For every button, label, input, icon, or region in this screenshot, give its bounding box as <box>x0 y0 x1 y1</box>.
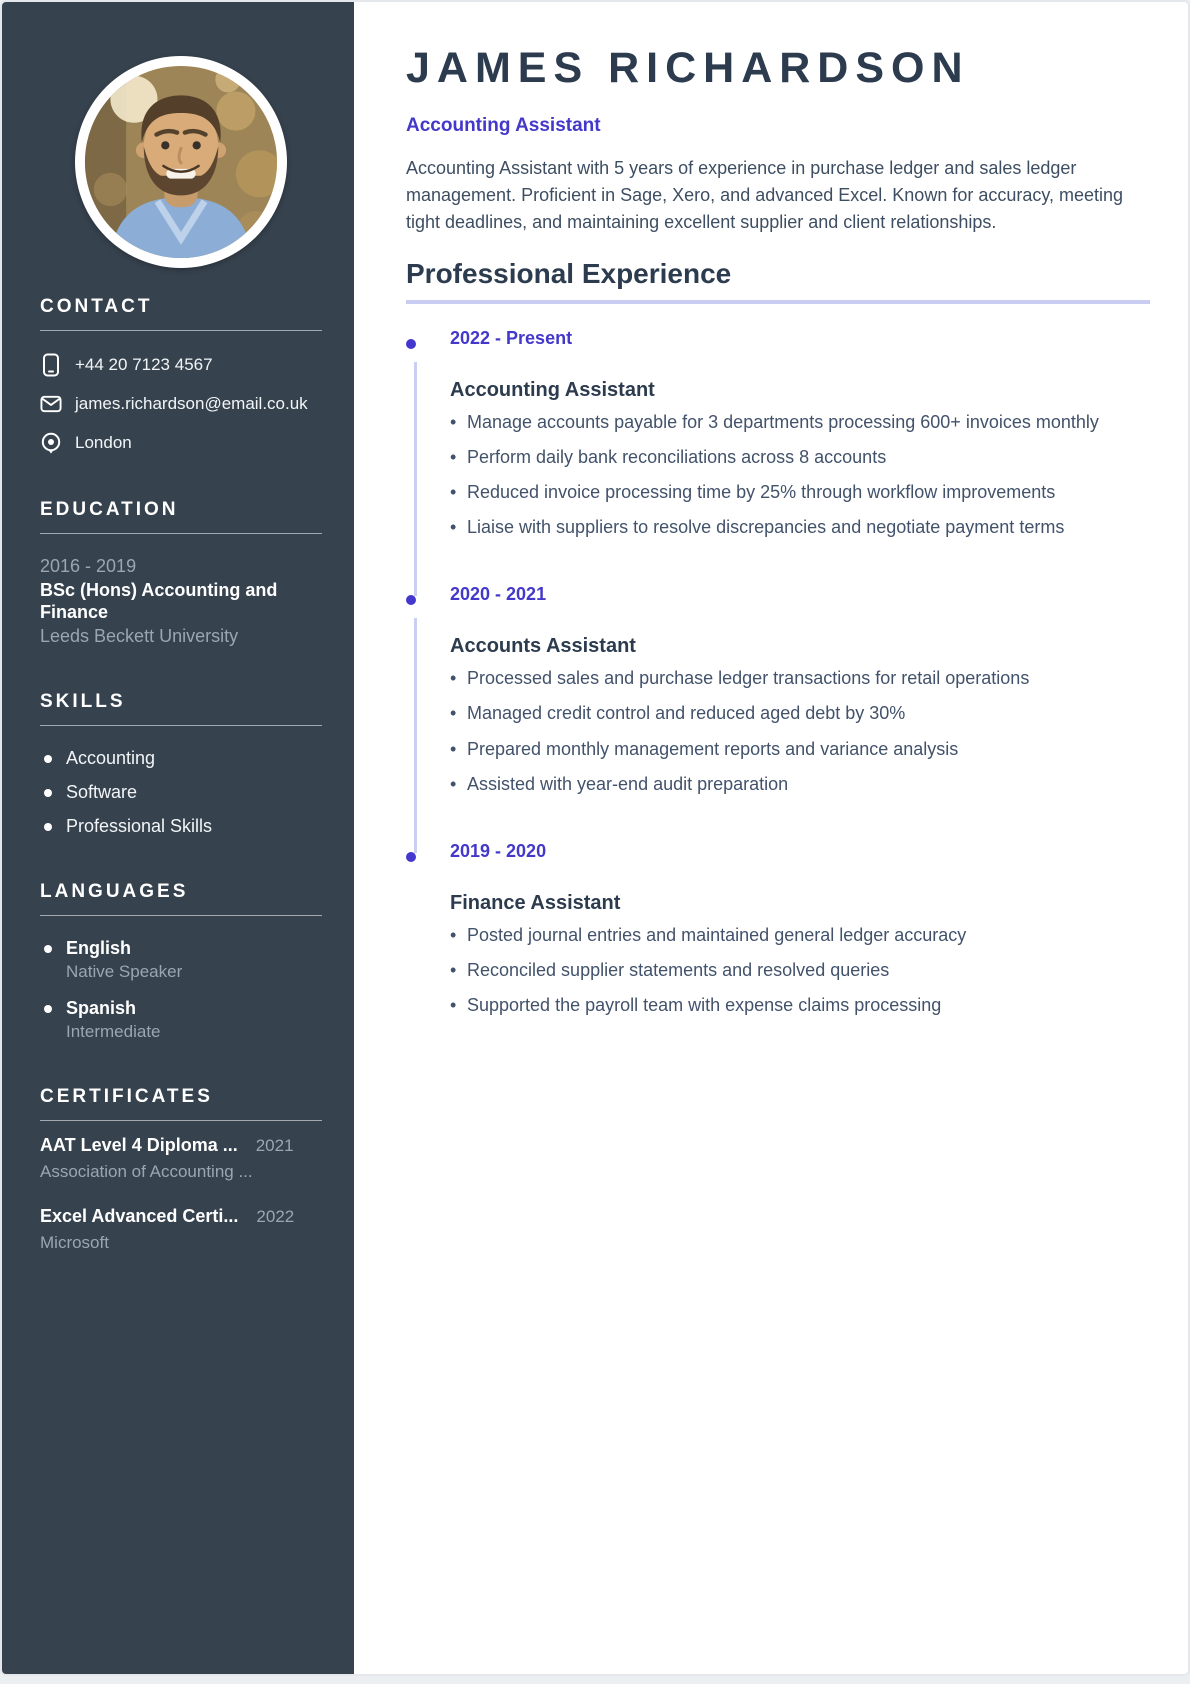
experience-bullet: • Liaise with suppliers to resolve discrepancies and negotiate payment terms <box>450 514 1150 540</box>
certificate-item <box>40 1135 322 1182</box>
languages-title: LANGUAGES <box>40 881 189 903</box>
profile-photo-image <box>83 64 279 260</box>
contact-email-text: james.richardson@email.co.uk <box>75 394 308 413</box>
contact-list <box>40 353 322 455</box>
experience-timeline <box>406 328 1150 1018</box>
experience-date: 2022 - Present <box>450 328 573 348</box>
languages-section <box>40 881 322 1042</box>
experience-bullet: • Managed credit control and reduced aged debt by 30% <box>450 700 1150 726</box>
timeline-marker-icon <box>406 852 416 862</box>
language-level: Native Speaker <box>66 962 183 982</box>
person-name: JAMES RICHARDSON <box>406 44 970 92</box>
skill-item: Software <box>40 782 322 803</box>
experience-bullet: • Prepared monthly management reports and variance analysis <box>450 736 1150 762</box>
experience-bullet: • Assisted with year-end audit preparation <box>450 771 1150 797</box>
experience-bullet-list <box>450 665 1150 796</box>
timeline-marker-icon <box>406 339 416 349</box>
language-name: English <box>66 938 132 959</box>
summary-paragraph: Accounting Assistant with 5 years of experience in purchase ledger and sales ledger management. Proficient in Sage, Xero, and advanced Excel. Known for accuracy, meeting tight deadlines, and maintaining excellent supplier and client relationships. <box>406 158 1124 232</box>
experience-entry <box>450 841 1150 1018</box>
contact-location-row <box>40 431 322 455</box>
experience-role: Accounts Assistant <box>450 635 636 658</box>
contact-location-text: London <box>75 433 132 452</box>
certificate-name: Excel Advanced Certi... <box>40 1206 239 1227</box>
main-content <box>354 2 1188 1674</box>
experience-bullet: • Manage accounts payable for 3 departments processing 600+ invoices monthly <box>450 409 1150 435</box>
experience-bullet: • Processed sales and purchase ledger transactions for retail operations <box>450 665 1150 691</box>
language-name: Spanish <box>66 998 137 1019</box>
language-level: Intermediate <box>66 1022 161 1042</box>
certificate-org: Association of Accounting ... <box>40 1162 253 1182</box>
education-title: EDUCATION <box>40 499 179 520</box>
experience-bullet: • Reduced invoice processing time by 25% through workflow improvements <box>450 479 1150 505</box>
contact-divider <box>40 330 322 331</box>
experience-entry <box>450 328 1150 540</box>
timeline-connector <box>414 618 417 852</box>
skills-section <box>40 691 322 837</box>
certificates-section <box>40 1086 322 1253</box>
education-degree: BSc (Hons) Accounting and Finance <box>40 580 278 622</box>
experience-role: Accounting Assistant <box>450 379 655 401</box>
certificate-year: 2021 <box>255 1136 294 1156</box>
contact-phone-row <box>40 353 322 377</box>
experience-entry <box>450 584 1150 796</box>
certificates-divider <box>40 1120 322 1121</box>
certificate-name: AAT Level 4 Diploma ... <box>40 1135 238 1156</box>
languages-list <box>40 938 322 1042</box>
contact-phone-text: +44 20 7123 4567 <box>75 355 213 374</box>
contact-section <box>40 296 322 455</box>
certificate-year: 2022 <box>256 1207 295 1227</box>
contact-email-row <box>40 392 322 416</box>
certificate-org: Microsoft <box>40 1233 109 1253</box>
timeline-marker-icon <box>406 595 416 605</box>
skills-list <box>40 748 322 837</box>
language-item <box>40 998 322 1042</box>
education-section <box>40 499 322 647</box>
experience-section-title: Professional Experience <box>406 258 1150 304</box>
skill-item: Professional Skills <box>40 816 322 837</box>
experience-bullet-list <box>450 409 1150 540</box>
experience-bullet: • Perform daily bank reconciliations across 8 accounts <box>450 444 1150 470</box>
phone-icon <box>40 353 62 377</box>
mail-icon <box>40 392 62 416</box>
skills-divider <box>40 725 322 726</box>
profile-photo <box>75 56 287 268</box>
education-divider <box>40 533 322 534</box>
certificate-item <box>40 1206 322 1253</box>
language-item <box>40 938 322 982</box>
experience-bullet: • Supported the payroll team with expense claims processing <box>450 992 1150 1018</box>
languages-divider <box>40 915 322 916</box>
skills-title: SKILLS <box>40 691 126 713</box>
location-pin-icon <box>40 431 62 455</box>
experience-date: 2019 - 2020 <box>450 840 547 861</box>
contact-title: CONTACT <box>40 296 153 317</box>
education-period: 2016 - 2019 <box>40 556 137 576</box>
person-job-title: Accounting Assistant <box>406 115 601 136</box>
profile-photo-ring <box>75 56 287 268</box>
experience-bullet-list <box>450 922 1150 1018</box>
certificates-title: CERTIFICATES <box>40 1086 213 1108</box>
experience-role: Finance Assistant <box>450 891 621 914</box>
sidebar <box>2 2 354 1674</box>
experience-bullet: • Posted journal entries and maintained general ledger accuracy <box>450 922 1150 948</box>
experience-bullet: • Reconciled supplier statements and resolved queries <box>450 957 1150 983</box>
timeline-connector <box>414 362 417 596</box>
experience-date: 2020 - 2021 <box>450 584 547 605</box>
skill-item: Accounting <box>40 748 322 769</box>
education-school: Leeds Beckett University <box>40 626 239 647</box>
